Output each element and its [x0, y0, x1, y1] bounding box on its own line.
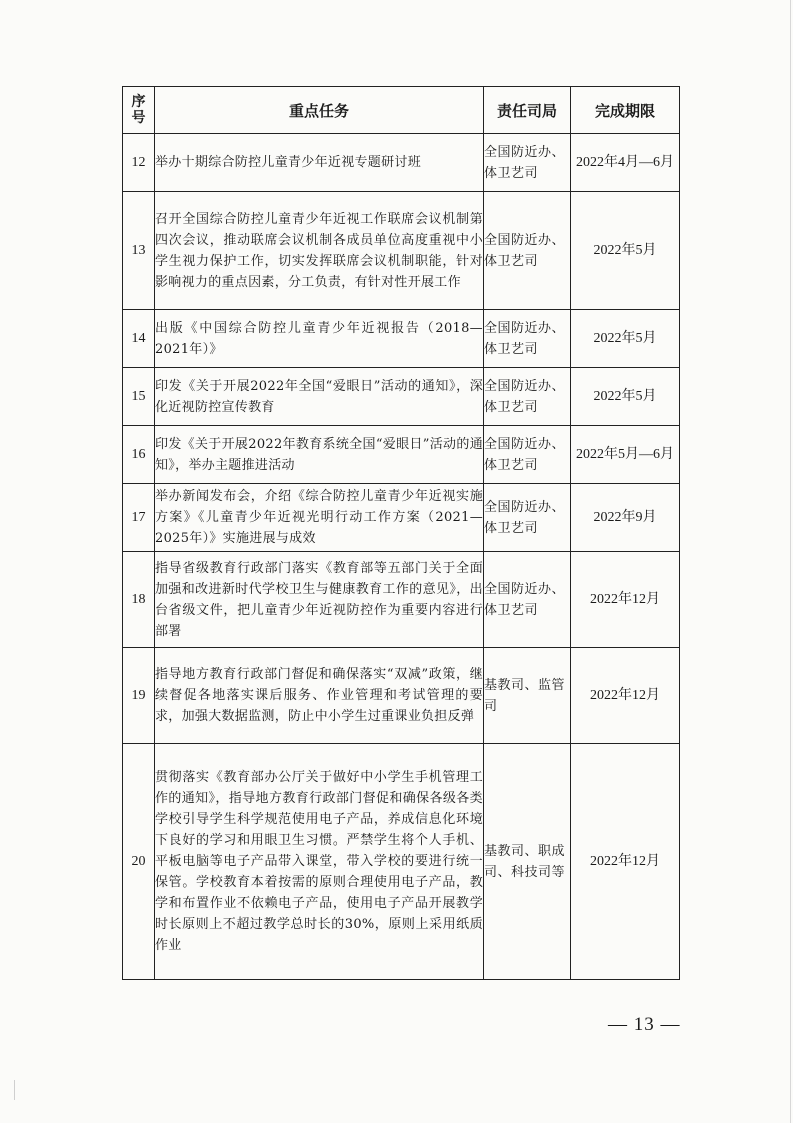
row-deadline: 2022年5月	[571, 192, 680, 310]
row-task: 贯彻落实《教育部办公厅关于做好中小学生手机管理工作的通知》，指导地方教育行政部门督促和确保各级各类学校引导学生科学规范使用电子产品，养成信息化环境下良好的学习和用眼卫生习惯。严禁学生将个人手机、平板电脑等电子产品带入课堂，带入学校的要进行统一保管。学校教育本着按需的原则合理使用电子产品，教学和布置作业不依赖电子产品，使用电子产品开展教学时长原则上不超过教学总时长的30%，原则上采用纸质作业	[155, 744, 484, 980]
table-row	[123, 426, 680, 484]
row-number: 18	[123, 552, 155, 648]
page-number: — 13 —	[608, 1014, 681, 1035]
key-tasks-table	[122, 86, 680, 980]
table-row	[123, 368, 680, 426]
row-number: 13	[123, 192, 155, 310]
row-task: 举办新闻发布会，介绍《综合防控儿童青少年近视实施方案》《儿童青少年近视光明行动工作方案（2021—2025年）》实施进展与成效	[155, 484, 484, 552]
row-deadline: 2022年5月	[571, 368, 680, 426]
table-row	[123, 192, 680, 310]
table-row	[123, 648, 680, 744]
table-row	[123, 744, 680, 980]
row-deadline: 2022年12月	[571, 744, 680, 980]
row-task: 指导省级教育行政部门落实《教育部等五部门关于全面加强和改进新时代学校卫生与健康教育工作的意见》，出台省级文件，把儿童青少年近视防控作为重要内容进行部署	[155, 552, 484, 648]
header-key-task: 重点任务	[155, 87, 484, 134]
row-number: 12	[123, 134, 155, 192]
row-deadline: 2022年5月	[571, 310, 680, 368]
row-number: 17	[123, 484, 155, 552]
table-row	[123, 552, 680, 648]
header-responsible-dept: 责任司局	[484, 87, 571, 134]
row-number: 20	[123, 744, 155, 980]
scan-margin-mark	[14, 1080, 15, 1100]
header-deadline: 完成期限	[571, 87, 680, 134]
table-row	[123, 484, 680, 552]
row-number: 16	[123, 426, 155, 484]
row-dept: 全国防近办、体卫艺司	[484, 552, 571, 648]
scan-edge-line	[790, 0, 791, 1123]
row-dept: 全国防近办、体卫艺司	[484, 192, 571, 310]
row-number: 19	[123, 648, 155, 744]
row-task: 指导地方教育行政部门督促和确保落实“双减”政策，继续督促各地落实课后服务、作业管理和考试管理的要求，加强大数据监测，防止中小学生过重课业负担反弹	[155, 648, 484, 744]
row-dept: 全国防近办、体卫艺司	[484, 134, 571, 192]
row-task: 举办十期综合防控儿童青少年近视专题研讨班	[155, 134, 484, 192]
row-dept: 基教司、监管司	[484, 648, 571, 744]
table-row	[123, 134, 680, 192]
row-dept: 全国防近办、体卫艺司	[484, 484, 571, 552]
row-deadline: 2022年12月	[571, 552, 680, 648]
row-deadline: 2022年5月—6月	[571, 426, 680, 484]
row-task: 印发《关于开展2022年全国“爱眼日”活动的通知》，深化近视防控宣传教育	[155, 368, 484, 426]
row-dept: 全国防近办、体卫艺司	[484, 426, 571, 484]
table-row	[123, 310, 680, 368]
header-serial-number	[123, 87, 155, 134]
row-number: 14	[123, 310, 155, 368]
row-task: 出版《中国综合防控儿童青少年近视报告（2018—2021年）》	[155, 310, 484, 368]
row-dept: 基教司、职成司、科技司等	[484, 744, 571, 980]
row-deadline: 2022年4月—6月	[571, 134, 680, 192]
row-deadline: 2022年9月	[571, 484, 680, 552]
row-dept: 全国防近办、体卫艺司	[484, 310, 571, 368]
row-dept: 全国防近办、体卫艺司	[484, 368, 571, 426]
table-header-row	[123, 87, 680, 134]
row-deadline: 2022年12月	[571, 648, 680, 744]
header-serial-number-label: 序号	[131, 94, 146, 126]
row-task: 召开全国综合防控儿童青少年近视工作联席会议机制第四次会议，推动联席会议机制各成员单位高度重视中小学生视力保护工作，切实发挥联席会议机制职能，针对影响视力的重点因素，分工负责，有针对性开展工作	[155, 192, 484, 310]
row-task: 印发《关于开展2022年教育系统全国“爱眼日”活动的通知》，举办主题推进活动	[155, 426, 484, 484]
row-number: 15	[123, 368, 155, 426]
